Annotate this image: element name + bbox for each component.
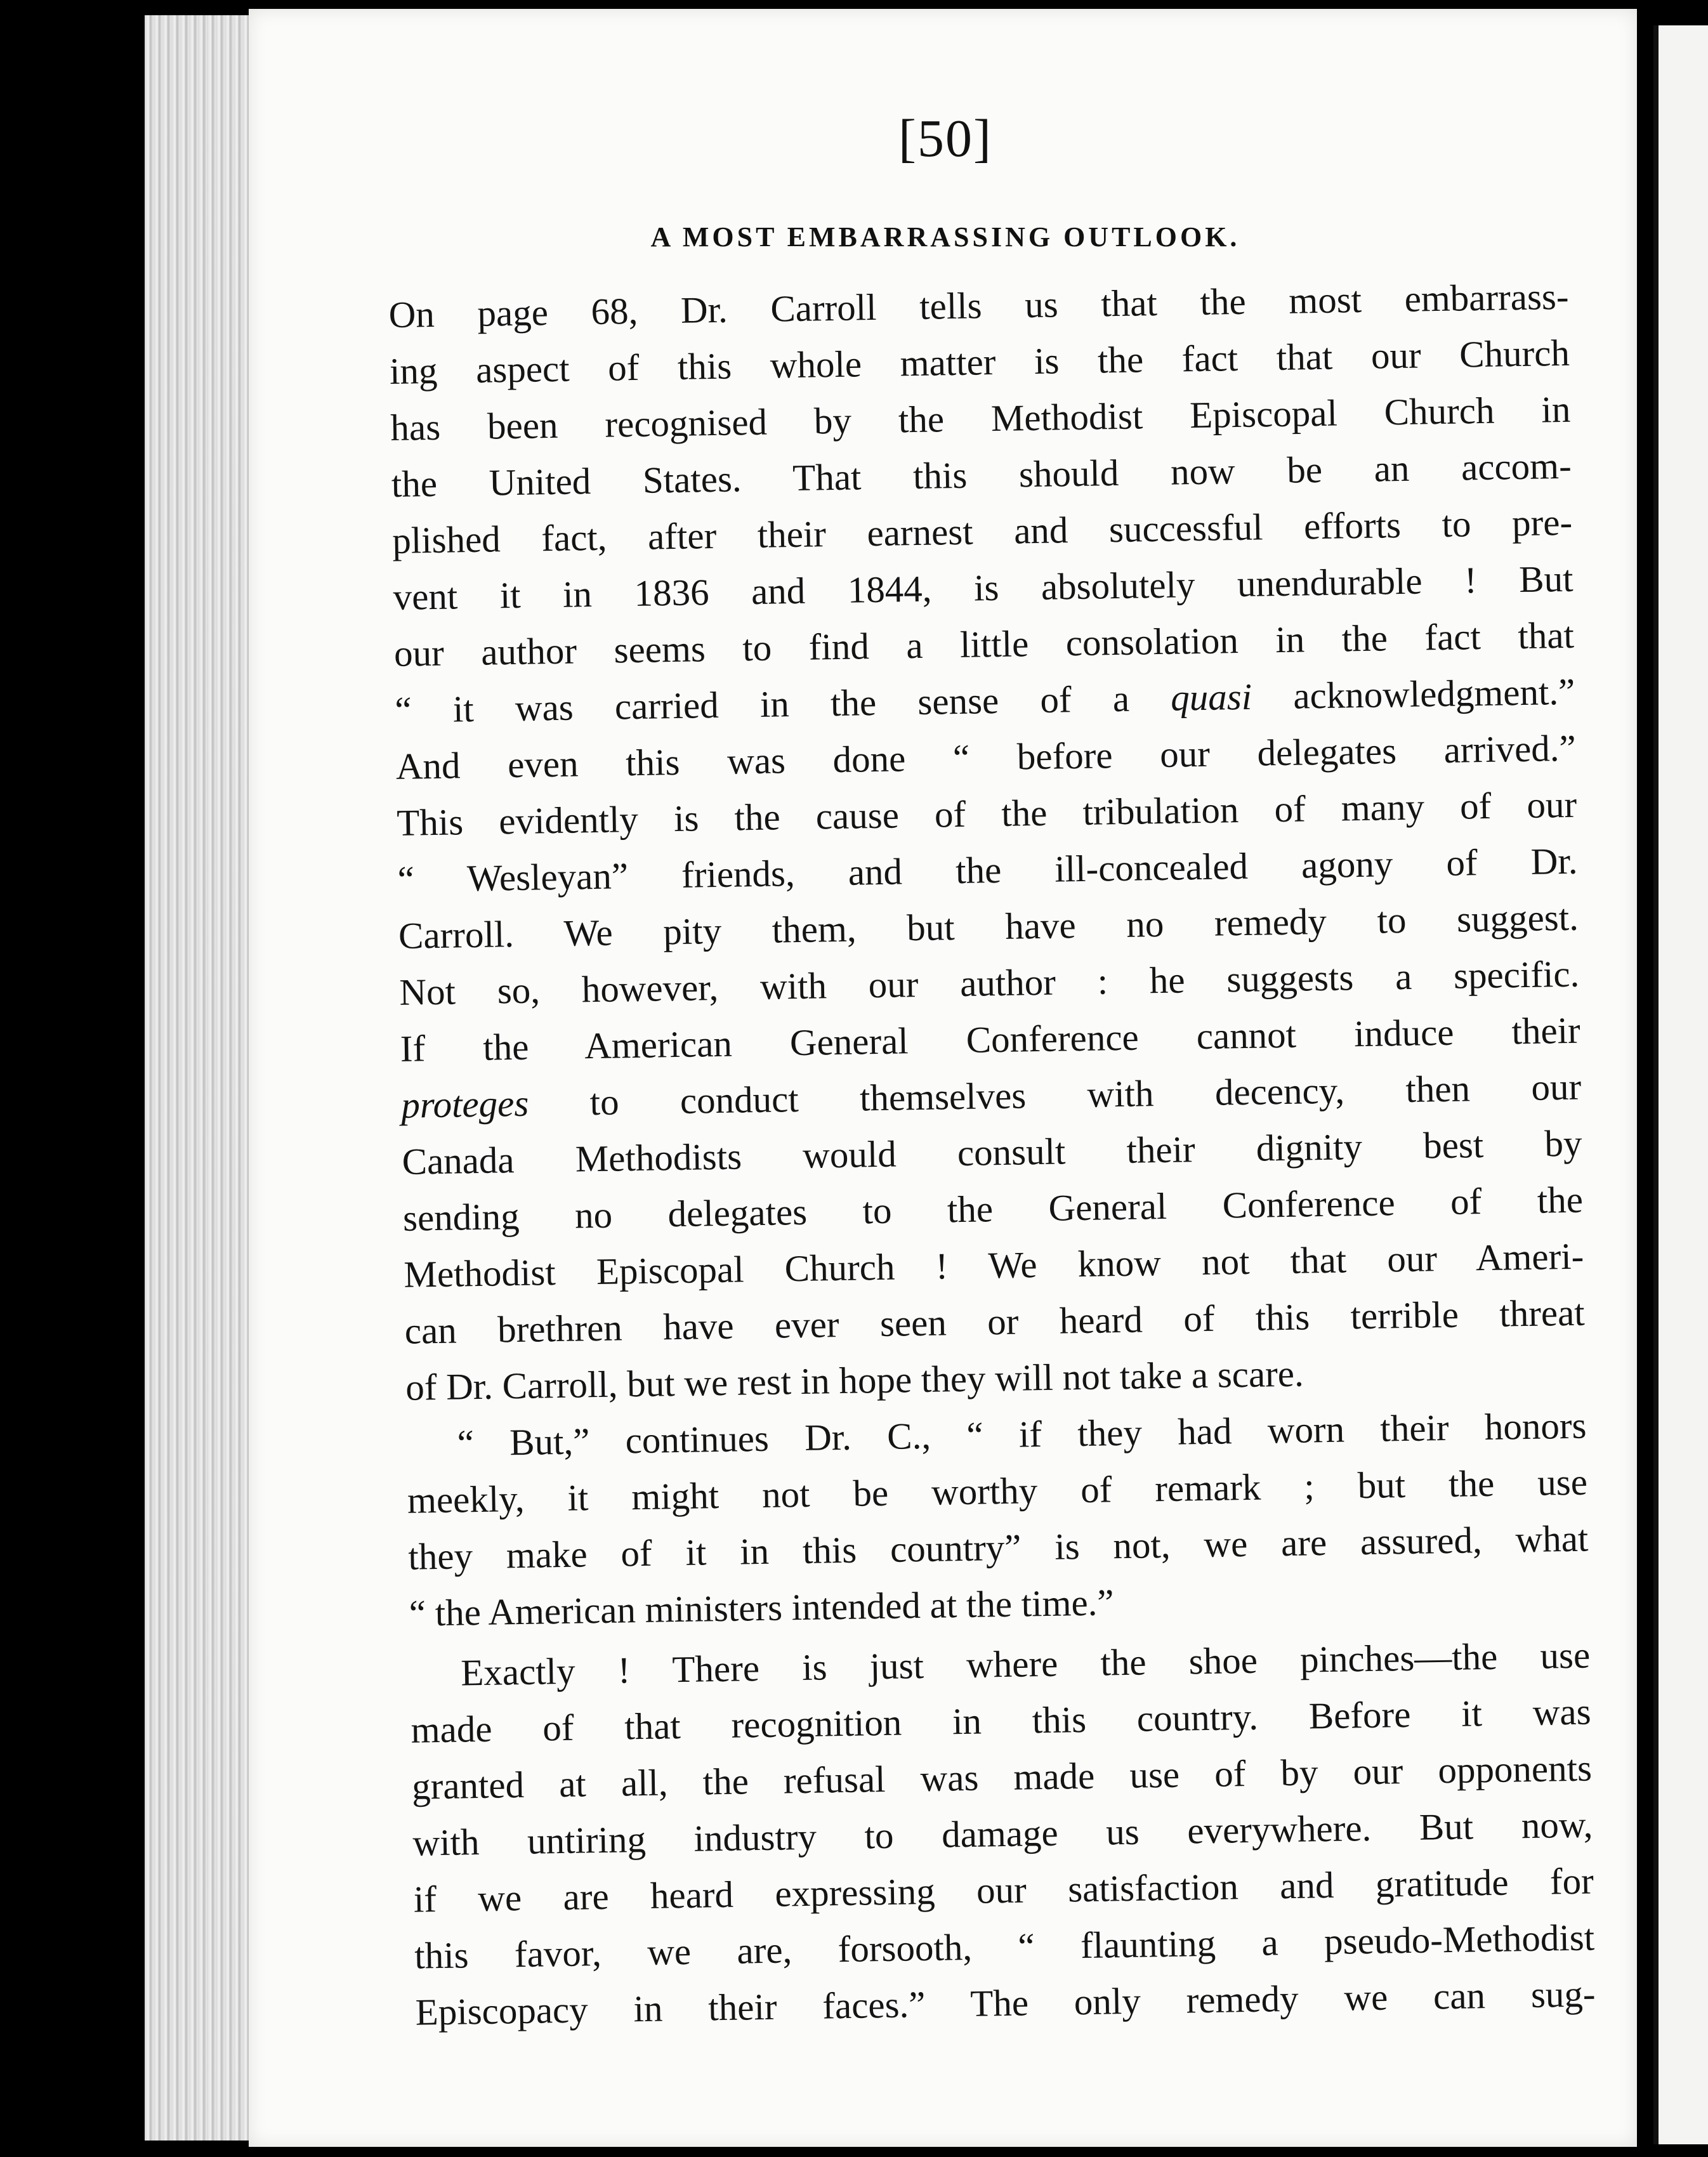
text-line: has been recognised by the Methodist Episcopal Church in (390, 388, 1571, 449)
text-line: Carroll. We pity them, but have no remedy to suggest. (398, 896, 1579, 957)
text-line: the United States. That this should now be an accom- (391, 444, 1572, 505)
text-line: Episcopacy in their faces.” The only remedy we can sug- (415, 1972, 1596, 2033)
text-line: And even this was done “ before our delegates arrived.” (395, 726, 1577, 787)
text-line: “ Wesleyan” friends, and the ill-concealed agony of Dr. (397, 839, 1578, 900)
text-line: Not so, however, with our author : he suggests a specific. (398, 952, 1580, 1013)
text-line: Exactly ! There is just where the shoe pinches—the use (460, 1634, 1591, 1694)
text-line: of Dr. Carroll, but we rest in hope they will not take a scare. (405, 1352, 1304, 1408)
facing-page-edge (1653, 25, 1708, 2144)
text-segment: to conduct themselves with decency, then our (528, 1065, 1582, 1124)
text-line: Methodist Episcopal Church ! We know not that our Ameri- (403, 1235, 1584, 1295)
text-line: can brethren have ever seen or heard of this terrible threat (404, 1291, 1586, 1352)
text-line: our author seems to find a little consolation in the fact that (393, 613, 1575, 674)
text-line: On page 68, Dr. Carroll tells us that the most embarrass- (388, 275, 1569, 336)
text-line: if we are heard expressing our satisfaction and gratitude for (413, 1859, 1594, 1920)
text-line: Canada Methodists would consult their dignity best by (402, 1122, 1582, 1183)
page-edges (145, 15, 254, 2141)
chapter-heading: A MOST EMBARRASSING OUTLOOK. (650, 221, 1240, 252)
text-line: with untiring industry to damage us everywhere. But now, (412, 1803, 1593, 1864)
text-line: If the American General Conference cannot induce their (400, 1009, 1581, 1070)
body-text (388, 268, 1596, 2041)
text-line: “ But,” continues Dr. C., “ if they had worn their honors (457, 1404, 1587, 1464)
text-line: vent it in 1836 and 1844, is absolutely unendurable ! But (393, 557, 1573, 618)
text-line: granted at all, the refusal was made use of by our opponents (411, 1747, 1593, 1807)
text-line: ing aspect of this whole matter is the fact that our Church (389, 331, 1570, 392)
text-line: meekly, it might not be worthy of remark ; but the use (407, 1460, 1588, 1521)
text-line: plished fact, after their earnest and successful efforts to pre- (391, 501, 1573, 561)
text-line: This evidently is the cause of the tribulation of many of our (396, 783, 1577, 844)
page-number: [50] (898, 109, 992, 168)
text-line: made of that recognition in this country. Before it was (411, 1690, 1592, 1751)
italic-word: quasi (1170, 675, 1252, 719)
text-line: this favor, we are, forsooth, “ flaunting a pseudo-Methodist (414, 1916, 1595, 1977)
text-line: they make of it in this country” is not, we are assured, what (407, 1517, 1589, 1578)
text-line: “ the American ministers intended at the time.” (409, 1581, 1115, 1634)
italic-word: proteges (400, 1082, 529, 1126)
text-line: sending no delegates to the General Conference of the (402, 1178, 1584, 1239)
text-segment: “ it was carried in the sense of a (394, 676, 1171, 731)
text-segment: acknowledgment.” (1251, 670, 1575, 718)
